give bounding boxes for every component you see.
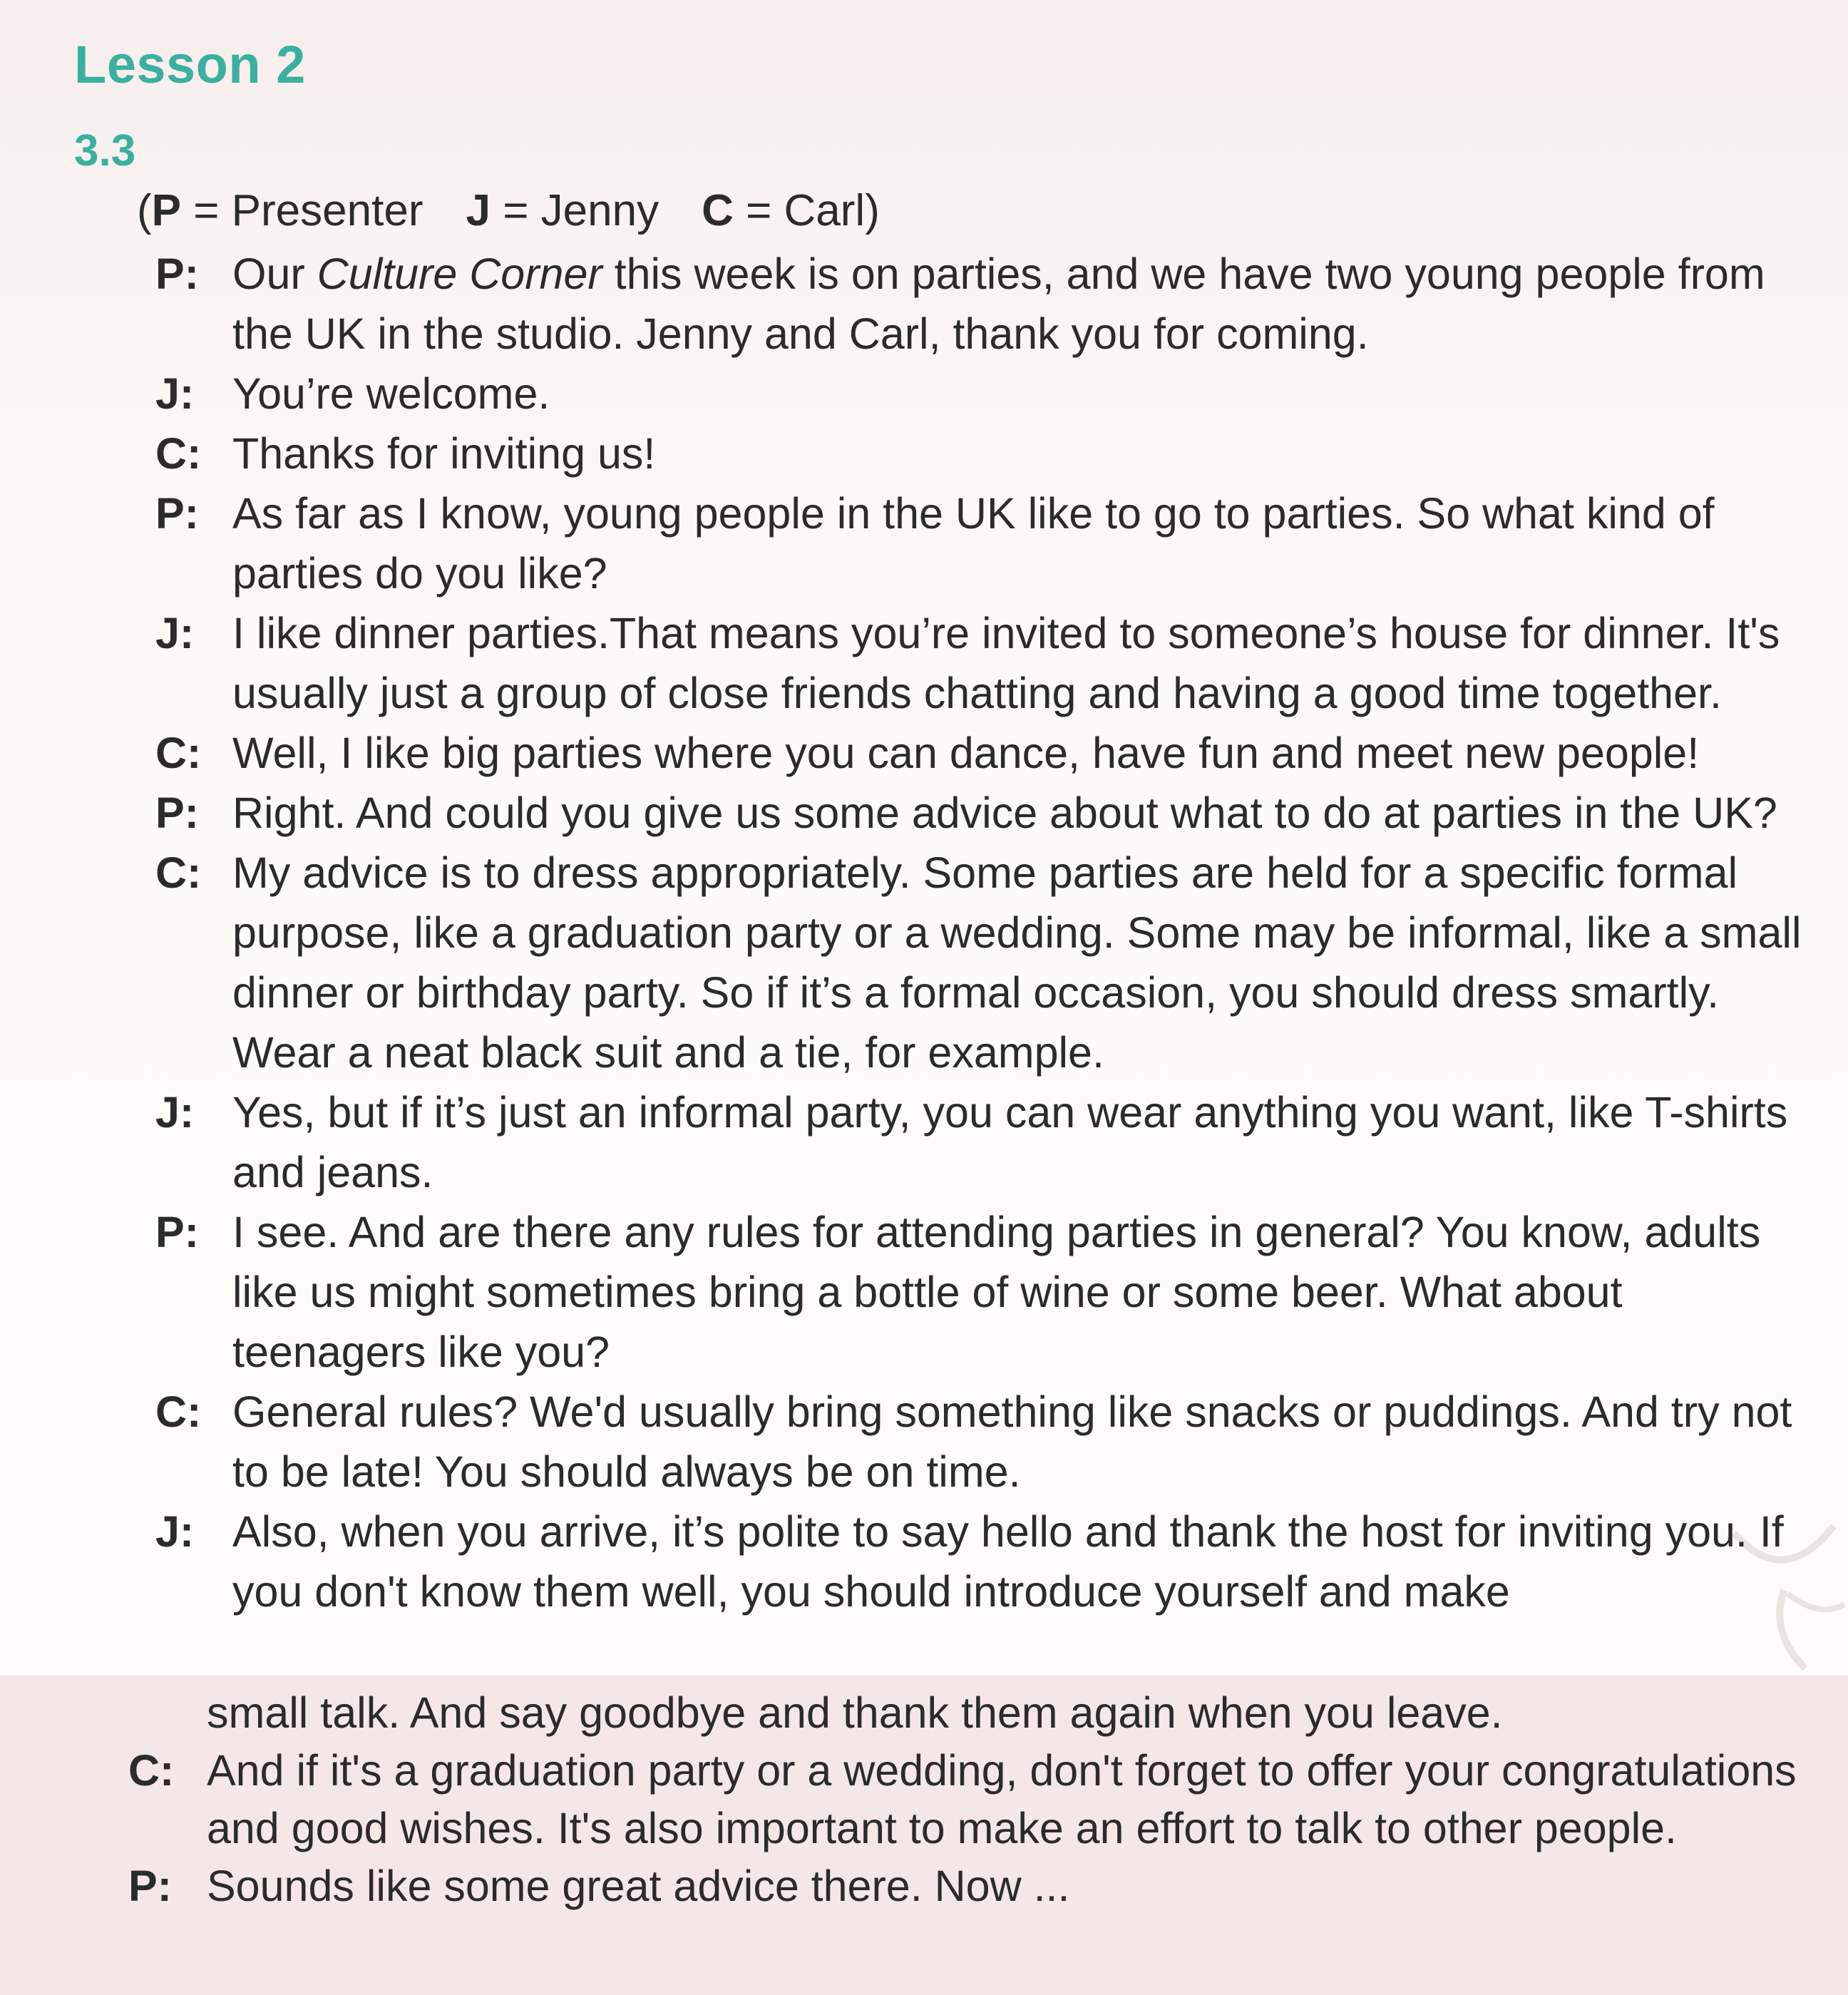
key-carl-abbr: C xyxy=(702,186,734,235)
speaker-key xyxy=(137,185,880,236)
speech-text: General rules? We'd usually bring something like snacks or puddings. And try not to be late! You should always be on time. xyxy=(232,1388,1792,1496)
dialogue-turn xyxy=(0,1202,1848,1382)
dialogue-turn xyxy=(0,1082,1848,1202)
dialogue xyxy=(0,244,1848,1621)
speech-text: I see. And are there any rules for attending parties in general? You know, adults like us might sometimes bring a bottle of wine or some beer. What about teenagers like you? xyxy=(232,1208,1761,1376)
dialogue-turn xyxy=(0,1742,1848,1857)
dialogue-turn-continued xyxy=(0,1684,1848,1742)
dialogue-turn xyxy=(0,783,1848,843)
dialogue-turn xyxy=(0,603,1848,723)
speech-text: Thanks for inviting us! xyxy=(232,429,656,478)
dialogue-turn xyxy=(0,424,1848,483)
key-open-paren: ( xyxy=(137,186,152,235)
lesson-title: Lesson 2 xyxy=(74,35,306,94)
speaker-label: C: xyxy=(128,1746,175,1795)
speaker-label: P: xyxy=(155,489,199,538)
key-jenny-name: = Jenny xyxy=(490,186,659,235)
speaker-label: C: xyxy=(155,429,202,478)
speaker-label: J: xyxy=(155,609,195,657)
speaker-label: C: xyxy=(155,1388,202,1436)
speaker-label: P: xyxy=(155,789,199,837)
dialogue-turn xyxy=(0,244,1848,364)
dialogue-continuation xyxy=(0,1684,1848,1915)
speaker-label: P: xyxy=(155,1208,199,1256)
speaker-label: J: xyxy=(155,1507,195,1556)
speech-text: I like dinner parties.That means you’re invited to someone’s house for dinner. It's usually just a group of close friends chatting and having a good time together. xyxy=(232,609,1780,717)
speech-text: Yes, but if it’s just an informal party, you can wear anything you want, like T-shirts and jeans. xyxy=(232,1088,1788,1196)
key-close-paren: ) xyxy=(865,186,880,235)
dialogue-turn xyxy=(0,1857,1848,1915)
speech-text: Also, when you arrive, it’s polite to say hello and thank the host for inviting you. If you don't know them well, you should introduce yourself and make xyxy=(232,1507,1784,1616)
speaker-label: C: xyxy=(155,848,202,897)
speech-text: And if it's a graduation party or a wedding, don't forget to offer your congratulations and good wishes. It's also important to make an effort to talk to other people. xyxy=(207,1746,1797,1852)
speaker-label: J: xyxy=(155,1088,195,1137)
dialogue-turn xyxy=(0,1382,1848,1502)
speech-text: You’re welcome. xyxy=(232,369,550,418)
speech-text: Sounds like some great advice there. Now ... xyxy=(207,1862,1070,1910)
key-presenter-name: = Presenter xyxy=(181,186,423,235)
speech-text: small talk. And say goodbye and thank them again when you leave. xyxy=(207,1688,1503,1737)
dialogue-turn xyxy=(0,1502,1848,1621)
dialogue-turn xyxy=(0,483,1848,603)
key-presenter-abbr: P xyxy=(151,186,182,235)
speech-text: As far as I know, young people in the UK like to go to parties. So what kind of parties do you like? xyxy=(232,489,1715,598)
track-number: 3.3 xyxy=(74,126,136,175)
speaker-label: J: xyxy=(155,369,195,418)
speaker-label: P: xyxy=(155,250,199,298)
speaker-label: P: xyxy=(128,1862,172,1910)
speech-text: Our Culture Corner this week is on parties, and we have two young people from the UK in the studio. Jenny and Carl, thank you for coming. xyxy=(232,250,1765,358)
speech-text: Right. And could you give us some advice about what to do at parties in the UK? xyxy=(232,789,1777,837)
speech-text: My advice is to dress appropriately. Some parties are held for a specific formal purpose, like a graduation party or a wedding. Some may be informal, like a small dinner or birthday party. So if it’s a formal occasion, you should dress smartly. Wear a neat black suit and a tie, for example. xyxy=(232,848,1802,1077)
speech-text: Well, I like big parties where you can dance, have fun and meet new people! xyxy=(232,729,1700,777)
key-jenny-abbr: J xyxy=(466,186,491,235)
speaker-label: C: xyxy=(155,729,202,777)
dialogue-turn xyxy=(0,843,1848,1082)
dialogue-turn xyxy=(0,364,1848,424)
program-title: Culture Corner xyxy=(317,250,602,298)
dialogue-turn xyxy=(0,723,1848,783)
key-carl-name: = Carl xyxy=(733,186,866,235)
